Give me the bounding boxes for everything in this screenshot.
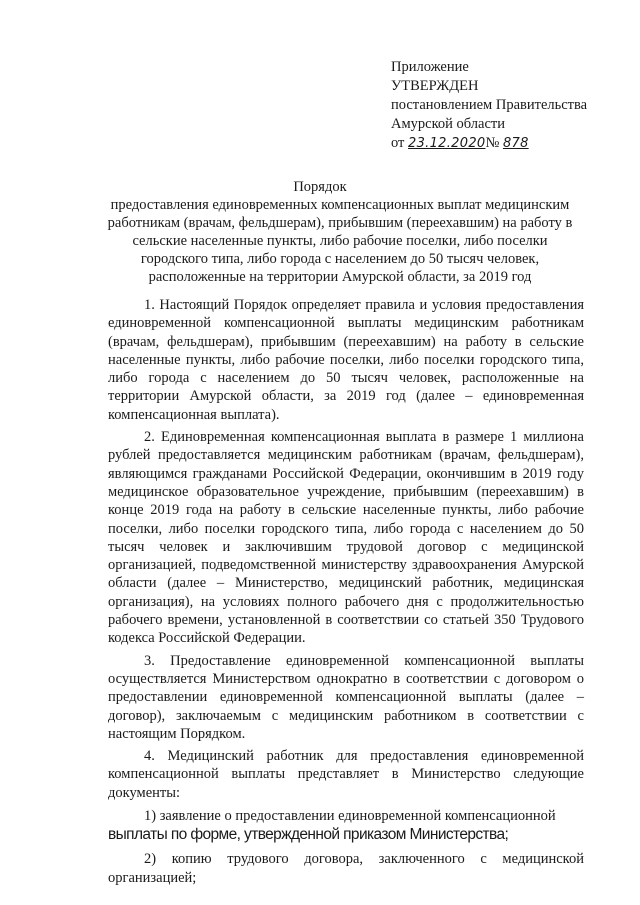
approval-region: Амурской области <box>391 116 505 132</box>
paragraph-1: 1. Настоящий Порядок определяет правила и условия предоставления единовременной компенсационной выплаты медицинским работникам (врачам, фельдшерам), прибывшим (переехавшим) на работу в сельские населенные пункты, либо рабочие поселки, либо поселки городского типа, либо города с населением до 50 тысяч человек, расположенные на территории Амурской области, за 2019 год (далее – единовременная компенсационная выплата). <box>108 297 584 423</box>
document-title: Порядок <box>293 179 347 195</box>
document-body <box>108 296 584 887</box>
subitem-1-end: выплаты по форме, утвержденной приказом Министерства; <box>108 826 509 844</box>
approval-date-line <box>391 134 631 153</box>
handwritten-date: 23.12.2020 <box>408 136 486 151</box>
approval-appendix: Приложение <box>391 59 469 75</box>
subitem-1-start: 1) заявление о предоставлении единовременной компенсационной <box>144 808 556 825</box>
handwritten-number: 878 <box>502 136 529 151</box>
approval-resolution: постановлением Правительства <box>391 97 588 113</box>
number-prefix: № <box>485 135 503 151</box>
paragraph-3: 3. Предоставление единовременной компенсационной выплаты осуществляется Министерством однократно в соответствии с договором о предоставлении единовременной компенсационной выплаты (далее – договор), заключаемым с медицинским работником в соответствии с настоящим Порядком. <box>108 652 584 742</box>
approval-approved: УТВЕРЖДЕН <box>391 78 479 94</box>
date-prefix: от <box>391 135 409 151</box>
paragraph-4: 4. Медицинский работник для предоставления единовременной компенсационной выплаты представляет в Министерство следующие документы: <box>108 748 584 801</box>
subitem-2: 2) копию трудового договора, заключенного с медицинской организацией; <box>108 851 584 886</box>
approval-block <box>391 58 631 153</box>
document-subtitle: предоставления единовременных компенсационных выплат медицинским работникам (врачам, фельдшерам), прибывшим (переехавшим) на работу в сельские населенные пункты, либо рабочие поселки, либо поселки городского типа, либо города с населением до 50 тысяч человек, расположенные на территории Амурской области, за 2019 год <box>107 197 573 285</box>
paragraph-2: 2. Единовременная компенсационная выплата в размере 1 миллиона рублей предоставляется медицинским работникам (врачам, фельдшерам), являющимся гражданами Российской Федерации, окончившим в 2019 году медицинское образовательное учреждение, прибывшим (переехавшим) в конце 2019 года на работу в сельские населенные пункты, либо рабочие поселки, либо поселки городского типа, либо города с населением до 50 тысяч человек и заключившим трудовой договор с медицинской организацией, подведомственной министерству здравоохранения Амурской области (далее – Министерство, медицинский работник, медицинская организация), на условиях полного рабочего дня с продолжительностью рабочего времени, установленной в соответствии со статьей 350 Трудового кодекса Российской Федерации. <box>108 429 584 647</box>
